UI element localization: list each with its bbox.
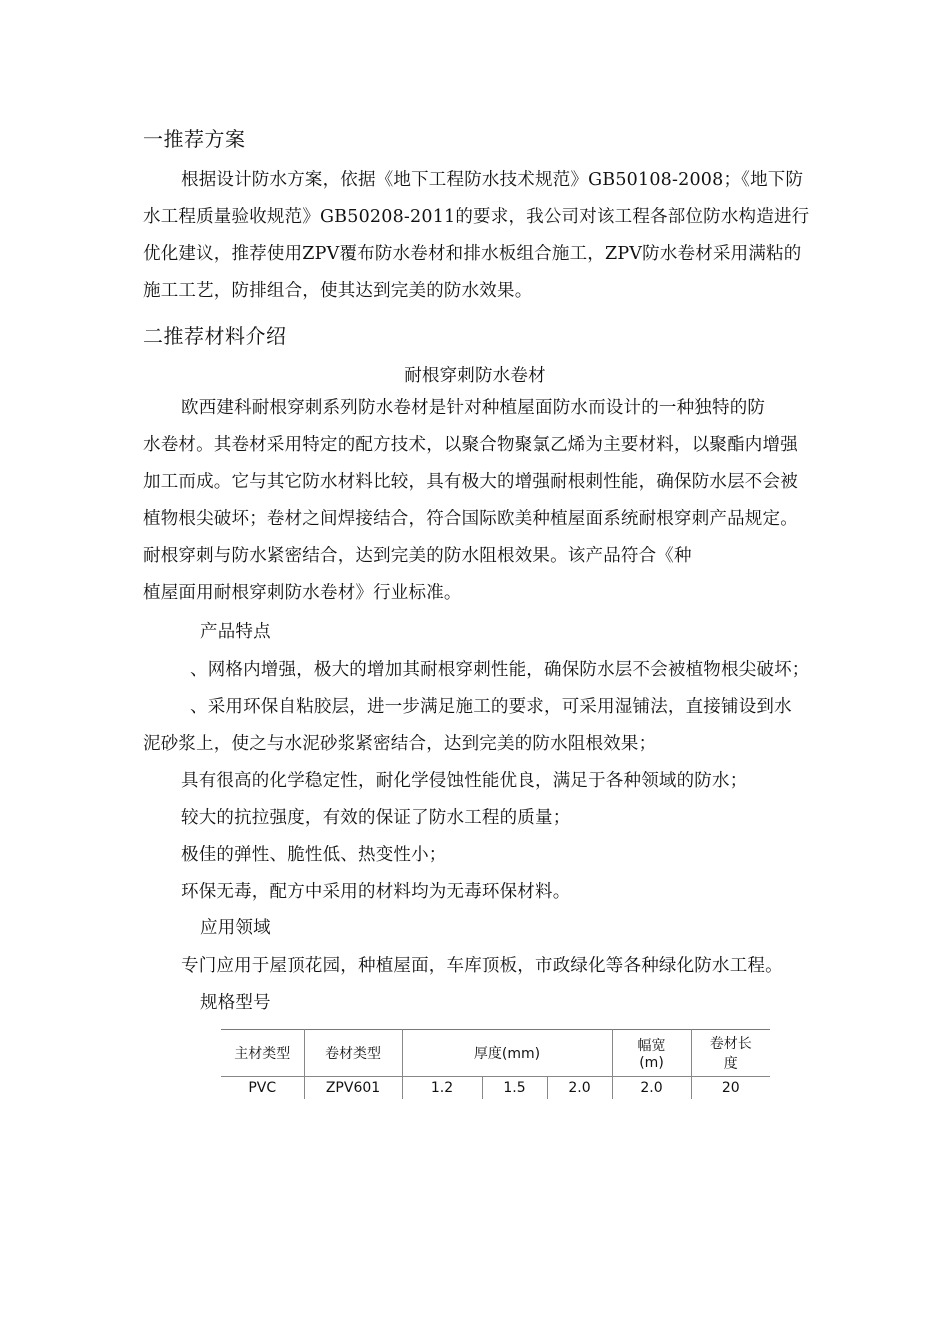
para2-line-2: 水卷材。其卷材采用特定的配方技术，以聚合物聚氯乙烯为主要材料，以聚酯内增强 (143, 435, 798, 455)
section-heading-materials: 二推荐材料介绍 (143, 324, 287, 348)
cell-width: 2.0 (612, 1077, 691, 1100)
header-length-line-2: 度 (723, 1056, 738, 1072)
feature-line-7: 环保无毒，配方中采用的材料均为无毒环保材料。 (181, 882, 571, 902)
header-roll-type: 卷材类型 (304, 1030, 402, 1077)
table-header-row (221, 1030, 770, 1077)
header-thickness: 厚度(mm) (402, 1030, 612, 1077)
header-width-line-2: (m) (639, 1055, 664, 1071)
cell-length: 20 (691, 1077, 770, 1100)
application-text: 专门应用于屋顶花园，种植屋面，车库顶板，市政绿化等各种绿化防水工程。 (181, 956, 783, 976)
header-width (612, 1030, 691, 1077)
feature-line-3: 泥砂浆上，使之与水泥砂浆紧密结合，达到完美的防水阻根效果； (143, 734, 657, 754)
para2-line-4: 植物根尖破坏；卷材之间焊接结合，符合国际欧美种植屋面系统耐根穿刺产品规定。 (143, 509, 798, 529)
application-heading: 应用领域 (200, 918, 271, 938)
cell-thickness-1: 1.2 (402, 1077, 482, 1100)
header-length-line-1: 卷材长 (709, 1036, 752, 1052)
para2-line-1: 欧西建科耐根穿刺系列防水卷材是针对种植屋面防水而设计的一种独特的防 (181, 398, 766, 418)
para1-line-4: 施工工艺，防排组合，使其达到完美的防水效果。 (143, 281, 533, 301)
spec-heading: 规格型号 (200, 993, 271, 1013)
feature-line-2: 、采用环保自粘胶层，进一步满足施工的要求，可采用湿铺法，直接铺设到水 (190, 697, 792, 717)
para2-line-6: 植屋面用耐根穿刺防水卷材》行业标准。 (143, 583, 462, 603)
feature-line-1: 、网格内增强，极大的增加其耐根穿刺性能，确保防水层不会被植物根尖破坏； (190, 660, 810, 680)
para2-line-5: 耐根穿刺与防水紧密结合，达到完美的防水阻根效果。该产品符合《种 (143, 546, 692, 566)
feature-line-6: 极佳的弹性、脆性低、热变性小； (181, 845, 447, 865)
cell-thickness-2: 1.5 (482, 1077, 547, 1100)
spec-table (221, 1029, 770, 1099)
cell-main-material: PVC (221, 1077, 304, 1100)
para2-line-3: 加工而成。它与其它防水材料比较，具有极大的增强耐根刺性能，确保防水层不会被 (143, 472, 798, 492)
para1-line-1: 根据设计防水方案，依据《地下工程防水技术规范》GB50108-2008；《地下防 (181, 170, 804, 190)
section-heading-recommend: 一推荐方案 (143, 127, 246, 151)
features-heading: 产品特点 (200, 622, 271, 642)
header-width-line-1: 幅宽 (637, 1038, 666, 1054)
para1-line-3: 优化建议，推荐使用ZPV覆布防水卷材和排水板组合施工，ZPV防水卷材采用满粘的 (143, 244, 802, 264)
table-row (221, 1077, 770, 1100)
header-main-material: 主材类型 (221, 1030, 304, 1077)
feature-line-5: 较大的抗拉强度，有效的保证了防水工程的质量； (181, 808, 571, 828)
product-title: 耐根穿刺防水卷材 (404, 366, 546, 386)
cell-thickness-3: 2.0 (547, 1077, 612, 1100)
header-length (691, 1030, 770, 1077)
cell-roll-type: ZPV601 (304, 1077, 402, 1100)
feature-line-4: 具有很高的化学稳定性，耐化学侵蚀性能优良，满足于各种领域的防水； (181, 771, 748, 791)
para1-line-2: 水工程质量验收规范》GB50208-2011的要求，我公司对该工程各部位防水构造进行 (143, 207, 810, 227)
